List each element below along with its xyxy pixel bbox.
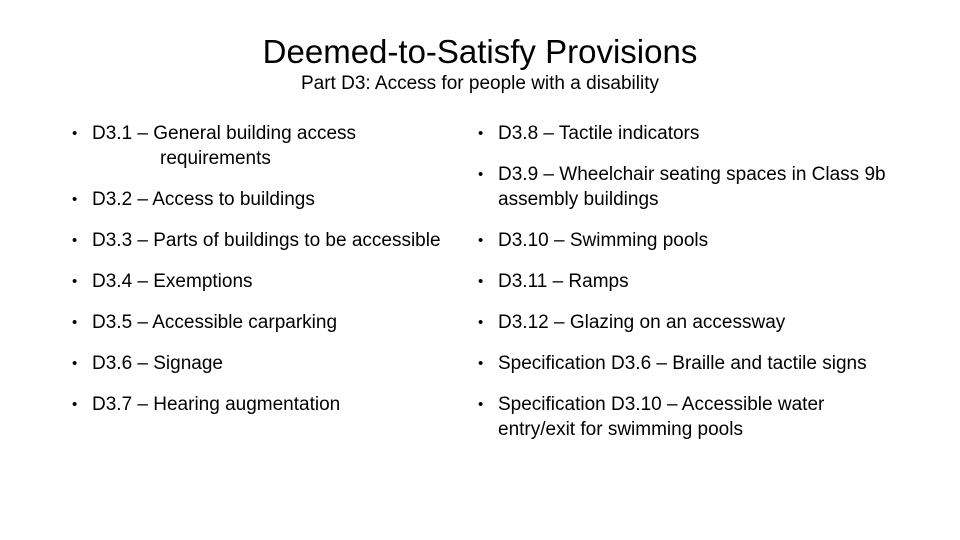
list-item — [478, 269, 898, 294]
list-item-text: D3.8 – Tactile indicators — [498, 123, 700, 144]
list-item — [478, 228, 898, 253]
list-item — [72, 310, 472, 335]
list-item — [72, 351, 472, 376]
slide-title: Deemed-to-Satisfy Provisions — [262, 33, 698, 70]
list-item — [72, 228, 472, 253]
list-item — [478, 121, 898, 146]
list-item — [72, 269, 472, 294]
slide-subtitle: Part D3: Access for people with a disability — [300, 73, 659, 94]
bullet-icon: • — [478, 166, 484, 183]
bullet-icon: • — [478, 232, 484, 249]
list-item — [478, 351, 898, 376]
right-bullet-list — [478, 121, 898, 458]
bullet-icon: • — [478, 314, 484, 331]
bullet-icon: • — [72, 125, 78, 142]
bullet-icon: • — [478, 355, 484, 372]
bullet-icon: • — [72, 232, 78, 249]
bullet-icon: • — [72, 273, 78, 290]
list-item-text: D3.3 – Parts of buildings to be accessible — [92, 230, 441, 251]
list-item — [72, 392, 472, 417]
bullet-icon: • — [478, 125, 484, 142]
left-bullet-list — [72, 121, 472, 433]
list-item-text: D3.5 – Accessible carparking — [92, 312, 338, 333]
bullet-icon: • — [72, 396, 78, 413]
bullet-icon: • — [72, 355, 78, 372]
list-item — [478, 162, 898, 212]
list-item-text: Specification D3.6 – Braille and tactile signs — [498, 353, 867, 374]
list-item-text: D3.4 – Exemptions — [92, 271, 253, 292]
list-item-text: D3.11 – Ramps — [498, 271, 629, 292]
list-item-text: Specification D3.10 – Accessible water entry/exit for swimming pools — [498, 394, 825, 440]
list-item-text: D3.2 – Access to buildings — [92, 189, 315, 210]
list-item-text: D3.1 – General building access requirements — [92, 123, 357, 169]
list-item — [478, 392, 898, 442]
list-item-text: D3.9 – Wheelchair seating spaces in Class 9b assembly buildings — [498, 164, 886, 210]
bullet-icon: • — [478, 396, 484, 413]
bullet-icon: • — [72, 191, 78, 208]
list-item — [478, 310, 898, 335]
list-item-text: D3.10 – Swimming pools — [498, 230, 709, 251]
bullet-icon: • — [478, 273, 484, 290]
bullet-icon: • — [72, 314, 78, 331]
list-item — [72, 187, 472, 212]
list-item-text: D3.7 – Hearing augmentation — [92, 394, 341, 415]
list-item — [72, 121, 472, 171]
list-item-text: D3.6 – Signage — [92, 353, 223, 374]
list-item-text: D3.12 – Glazing on an accessway — [498, 312, 786, 333]
